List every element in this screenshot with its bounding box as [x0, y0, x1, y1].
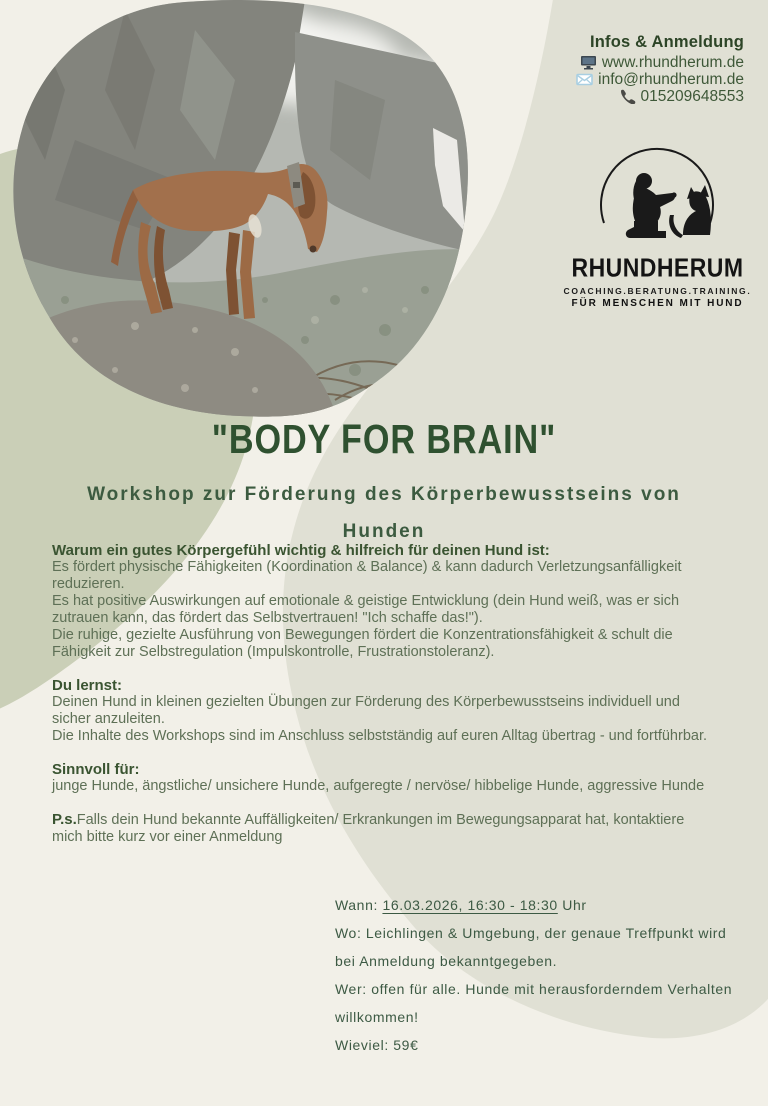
section-why-paragraph: Die ruhige, gezielte Ausführung von Bewegungen fördert die Konzentrationsfähigkeit & schult die Fähigkeit zur Selbstregulation (Impulskontrolle, Frustrationstoleranz).	[52, 627, 673, 660]
ps-note	[52, 811, 716, 846]
contact-email	[576, 71, 744, 88]
section-useful-paragraph: junge Hunde, ängstliche/ unsichere Hunde, aufgeregte / nervöse/ hibbelige Hunde, aggressive Hunde	[52, 778, 705, 794]
contact-phone-text: 015209648553	[640, 88, 744, 105]
detail-wo: Wo: Leichlingen & Umgebung, der genaue Treffpunkt wird bei Anmeldung bekanntgegeben.	[335, 925, 727, 969]
brand-tagline-1: COACHING.BERATUNG.TRAINING.	[563, 286, 752, 296]
ps-text: Falls dein Hund bekannte Auffälligkeiten/ Erkrankungen im Bewegungsapparat hat, kontaktiere mich bitte kurz vor einer Anmeldung	[52, 812, 685, 845]
detail-wann-date: 16.03.2026, 16:30 - 18:30	[382, 897, 558, 913]
section-learn-paragraph: Deinen Hund in kleinen gezielten Übungen zur Förderung des Körperbewusstseins individuell und sicher anzuleiten.	[52, 694, 680, 727]
section-why-paragraph: Es fördert physische Fähigkeiten (Koordination & Balance) & kann dadurch Verletzungsanfälligkeit reduzieren.	[52, 559, 682, 592]
detail-wer: Wer: offen für alle. Hunde mit herausforderndem Verhalten willkommen!	[335, 981, 733, 1025]
contact-block	[576, 33, 744, 105]
contact-website	[576, 54, 744, 71]
contact-website-text: www.rhundherum.de	[601, 54, 744, 71]
section-useful-heading: Sinnvoll für:	[52, 761, 140, 778]
section-learn-heading: Du lernst:	[52, 677, 123, 694]
contact-email-text: info@rhundherum.de	[598, 71, 744, 88]
dog-mountain-photo	[5, 0, 470, 418]
section-why-heading: Warum ein gutes Körpergefühl wichtig & hilfreich für deinen Hund ist:	[52, 542, 550, 559]
phone-icon	[619, 89, 636, 104]
detail-wann-label: Wann:	[335, 897, 383, 913]
workshop-details	[335, 891, 739, 1059]
contact-phone	[576, 88, 744, 105]
section-why	[52, 542, 716, 661]
brand-name: RHUNDHERUM	[571, 253, 744, 283]
ps-label: P.s.	[52, 811, 77, 828]
mail-icon	[576, 72, 593, 87]
contact-heading: Infos & Anmeldung	[589, 33, 744, 51]
person-with-dog-icon	[560, 143, 755, 263]
body-copy	[52, 542, 716, 846]
brand-logo	[560, 143, 755, 309]
section-learn-paragraph: Die Inhalte des Workshops sind im Anschluss selbstständig auf euren Alltag übertrag - und fortführbar.	[52, 728, 708, 744]
dog-nose	[310, 246, 317, 253]
detail-wann-suffix: Uhr	[557, 897, 587, 913]
hero	[0, 419, 768, 550]
detail-wann	[335, 891, 739, 919]
section-learn	[52, 677, 716, 745]
workshop-title: "BODY FOR BRAIN"	[211, 417, 557, 463]
brand-tagline-2: FÜR MENSCHEN MIT HUND	[571, 298, 744, 309]
workshop-subtitle: Workshop zur Förderung des Körperbewusstseins von Hunden	[87, 484, 681, 542]
section-why-paragraph: Es hat positive Auswirkungen auf emotionale & geistige Entwicklung (dein Hund weiß, was er sich zutrauen kann, das fördert das Selbstvertrauen! "Ich schaffe das!").	[52, 593, 680, 626]
monitor-icon	[580, 55, 597, 70]
section-useful	[52, 761, 716, 795]
detail-wieviel: Wieviel: 59€	[335, 1037, 419, 1053]
dog-collar-buckle	[293, 182, 300, 188]
